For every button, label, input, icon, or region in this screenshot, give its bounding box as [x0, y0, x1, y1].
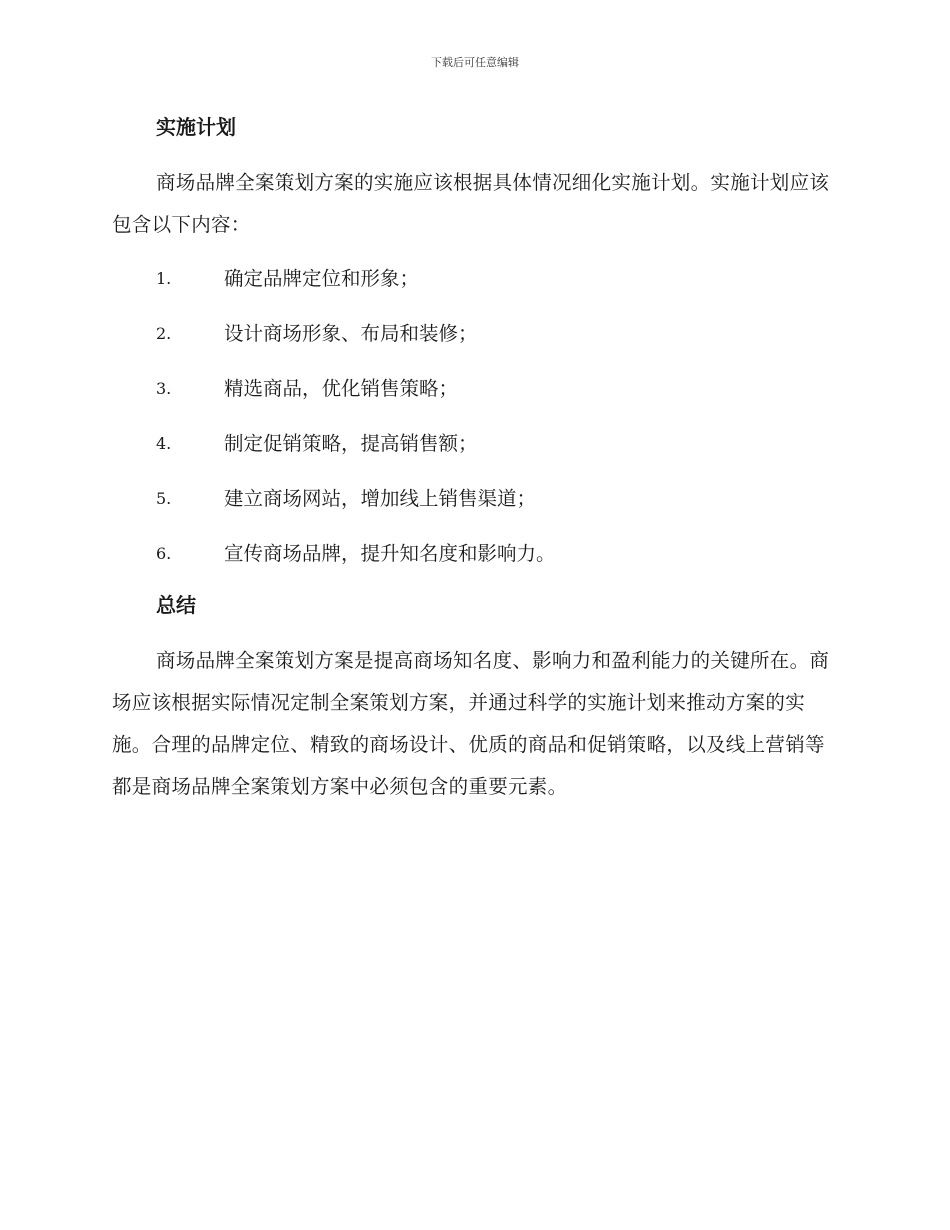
list-item	[112, 423, 832, 465]
list-item-number: 6.	[156, 544, 172, 563]
header-note: 下载后可任意编辑	[431, 56, 519, 69]
list-item	[112, 368, 832, 410]
list-item-number: 3.	[156, 379, 172, 398]
implementation-intro-paragraph: 商场品牌全案策划方案的实施应该根据具体情况细化实施计划。实施计划应该包含以下内容：	[112, 171, 830, 236]
list-item-text: 设计商场形象、布局和装修；	[224, 322, 478, 345]
summary-paragraph: 商场品牌全案策划方案是提高商场知名度、影响力和盈利能力的关键所在。商场应该根据实际情况定制全案策划方案，并通过科学的实施计划来推动方案的实施。合理的品牌定位、精致的商场设计、优质的商品和促销策略，以及线上营销等都是商场品牌全案策划方案中必须包含的重要元素。	[112, 649, 830, 798]
list-item-text: 精选商品，优化销售策略；	[224, 377, 459, 400]
document-body	[112, 110, 832, 808]
list-item-number: 2.	[156, 324, 172, 343]
list-item-number: 5.	[156, 489, 172, 508]
list-item-number: 1.	[156, 269, 172, 288]
list-item-text: 宣传商场品牌，提升知名度和影响力。	[224, 542, 556, 565]
section-heading-implementation-plan: 实施计划	[156, 115, 236, 139]
list-item-text: 制定促销策略，提高销售额；	[224, 432, 478, 455]
list-item	[112, 313, 832, 355]
list-item	[112, 533, 832, 575]
list-item-number: 4.	[156, 434, 172, 453]
list-item	[112, 258, 832, 300]
list-item-text: 建立商场网站，增加线上销售渠道；	[224, 487, 537, 510]
implementation-steps-list	[112, 258, 832, 575]
list-item	[112, 478, 832, 520]
section-heading-summary: 总结	[156, 593, 196, 617]
list-item-text: 确定品牌定位和形象；	[224, 267, 420, 290]
